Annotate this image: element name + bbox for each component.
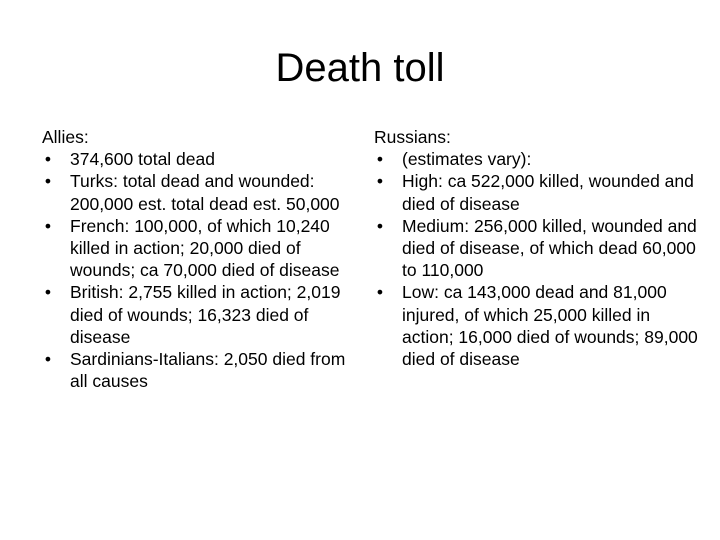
russians-column <box>374 126 704 370</box>
item-text: (estimates vary): <box>402 149 532 170</box>
list-item <box>42 170 362 214</box>
russians-list <box>374 148 704 370</box>
bullet-icon: • <box>376 171 384 192</box>
page-title: Death toll <box>275 46 445 90</box>
list-item <box>374 170 704 214</box>
item-text: : 2,755 killed in action; 2,019 died of wounds; 16,323 died of disease <box>70 282 341 347</box>
bullet-icon: • <box>44 215 52 236</box>
bullet-icon: • <box>44 171 52 192</box>
allies-column <box>42 126 362 392</box>
list-item <box>374 148 704 170</box>
item-text: 374,600 total dead <box>70 149 215 170</box>
bullet-icon: • <box>376 282 384 303</box>
item-text: : total dead and wounded: 200,000 est. total dead est. 50,000 <box>70 171 340 214</box>
item-label: French <box>70 215 125 236</box>
list-item <box>42 281 362 348</box>
item-text: Medium: 256,000 killed, wounded and died of disease, of which dead 60,000 to 110,000 <box>402 215 697 281</box>
allies-heading: Allies: <box>42 127 89 147</box>
bullet-icon: • <box>44 149 52 170</box>
allies-list <box>42 148 362 392</box>
list-item <box>42 348 362 392</box>
item-text: Low: ca 143,000 dead and 81,000 injured, of which 25,000 killed in action; 16,000 died of wounds; 89,000 died of disease <box>402 282 698 370</box>
item-text: : 100,000, of which 10,240 killed in action; 20,000 died of wounds; ca 70,000 died of disease <box>70 215 340 281</box>
list-item <box>42 215 362 282</box>
item-text: : 2,050 died from all causes <box>70 349 346 392</box>
bullet-icon: • <box>44 349 52 370</box>
bullet-icon: • <box>44 282 52 303</box>
bullet-icon: • <box>376 215 384 236</box>
list-item <box>42 148 362 170</box>
list-item <box>374 281 704 370</box>
item-text: High: ca 522,000 killed, wounded and died of disease <box>402 171 694 214</box>
russians-heading: Russians: <box>374 127 451 147</box>
list-item <box>374 215 704 282</box>
item-label: British <box>70 282 119 303</box>
bullet-icon: • <box>376 149 384 170</box>
item-label: Sardinians-Italians <box>70 349 214 370</box>
item-label: Turks <box>70 171 114 192</box>
